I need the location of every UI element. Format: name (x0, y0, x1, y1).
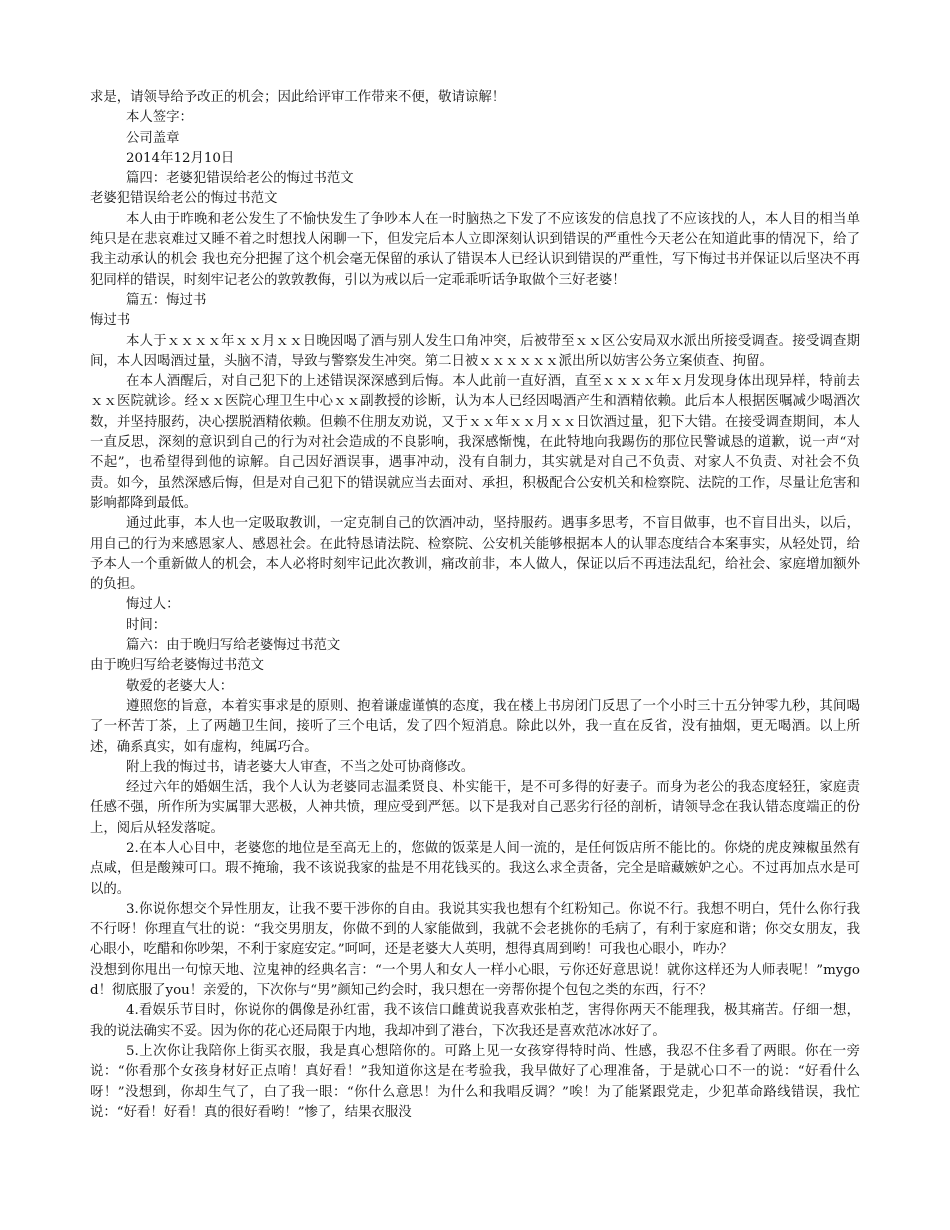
text-paragraph: 悔过人： (126, 597, 180, 613)
text-paragraph: 老婆犯错误给老公的悔过书范文 (90, 191, 278, 207)
text-paragraph: 篇五：悔过书 (126, 292, 207, 308)
text-paragraph: 3.你说你想交个异性朋友，让我不要干涉你的自由。我说其实我也想有个红粉知己。你说不行。我想不明白，凭什么你行我不行呀！你理直气壮的说：“我交男朋友，你做不到的人家能做到，我就不会老挑你的毛病了，有利于家庭和谐；你交女朋友，我心眼小，吃醋和你吵架，不利于家庭安定。”呵呵，还是老婆大人英明，想得真周到哟！可我也心眼小，咋办？ (90, 901, 860, 958)
text-paragraph: 4.看娱乐节目时，你说你的偶像是孙红雷，我不该信口雌黄说我喜欢张柏芝，害得你两天不能理我，极其痛苦。仔细一想，我的说法确实不妥。因为你的花心还局限于内地，我却冲到了港台，下次我还是喜欢范冰冰好了。 (90, 1003, 860, 1039)
text-paragraph: 本人由于昨晚和老公发生了不愉快发生了争吵本人在一时脑热之下发了不应该发的信息找了不应该找的人，本人目的相当单纯只是在悲哀难过又睡不着之时想找人闲聊一下，但发完后本人立即深刻认识到错误的严重性今天老公在知道此事的情况下，给了我主动承认的机会 我也充分把握了这个机会毫无保留的承认了错误本人已经认识到错误的严重性，写下悔过书并保证以后坚决不再犯同样的错误，时刻牢记老公的敦敦教侮，引以为戒以后一定乖乖听话争取做个三好老婆！ (90, 211, 860, 288)
text-paragraph: 公司盖章 (126, 130, 180, 146)
text-paragraph: 附上我的悔过书，请老婆大人审查，不当之处可协商修改。 (126, 759, 475, 775)
text-paragraph: 篇六：由于晚归写给老婆悔过书范文 (126, 638, 341, 654)
text-paragraph: 通过此事，本人也一定吸取教训，一定克制自己的饮酒冲动，坚持服药。遇事多思考，不盲目做事，也不盲目出头，以后，用自己的行为来感恩家人、感恩社会。在此特恳请法院、检察院、公安机关能够根据本人的认罪态度结合本案事实，从轻处罚，给予本人一个重新做人的机会，本人必将时刻牢记此次教训，痛改前非，本人做人，保证以后不再违法乱纪，给社会、家庭增加额外的负担。 (90, 516, 860, 593)
text-paragraph: 求是，请领导给予改正的机会；因此给评审工作带来不便，敬请谅解！ (90, 90, 506, 105)
text-paragraph: 在本人酒醒后，对自己犯下的上述错误深深感到后悔。本人此前一直好酒，直至ｘｘｘｘ年ｘ月发现身体出现异样，特前去ｘｘ医院就诊。经ｘｘ医院心理卫生中心ｘｘ副教授的诊断，认为本人已经因喝酒产生和酒精依赖。此后本人根据医嘱减少喝酒次数，并坚持服药，决心摆脱酒精依赖。但赖不住朋友劝说，又于ｘｘ年ｘｘ月ｘｘ日饮酒过量，犯下大错。在接受调查期间，本人一直反思，深刻的意识到自己的行为对社会造成的不良影响，我深感惭愧，在此特地向我踢伤的那位民警诚恳的道歉，说一声“对不起”，也希望得到他的谅解。自己因好酒误事，遇事冲动，没有自制力，其实就是对自己不负责、对家人不负责、对社会不负责。如今，虽然深感后悔，但是对自己犯下的错误就应当去面对、承担，积极配合公安机关和检察院、法院的工作，尽量让危害和影响都降到最低。 (90, 374, 860, 511)
text-paragraph: 由于晚归写给老婆悔过书范文 (90, 658, 265, 674)
text-paragraph: 时间： (126, 617, 167, 633)
text-paragraph: 敬爱的老婆大人： (126, 678, 234, 694)
text-paragraph: 悔过书 (90, 313, 131, 329)
text-paragraph: 2014年12月10日 (126, 150, 235, 166)
text-paragraph: 没想到你甩出一句惊天地、泣鬼神的经典名言：“一个男人和女人一样小心眼，亏你还好意思说！就你这样还为人师表呢！”mygod！彻底服了you！亲爱的，下次你与“男”颜知己约会时，我只想在一旁帮你提个包包之类的东西，行不？ (90, 962, 860, 999)
text-paragraph: 经过六年的婚姻生活，我个人认为老婆同志温柔贤良、朴实能干，是不可多得的好妻子。而身为老公的我态度轻狂，家庭责任感不强，所作所为实属罪大恶极，人神共愤，理应受到严惩。以下是我对自己恶劣行径的剖析，请领导念在我认错态度端正的份上，阅后从轻发落啶。 (90, 780, 860, 836)
text-paragraph: 5.上次你让我陪你上街买衣服，我是真心想陪你的。可路上见一女孩穿得特时尚、性感，我忍不住多看了两眼。你在一旁说：“你看那个女孩身材好正点唷！真好看！”我知道你这是在考验我，我早做好了心理准备，于是就心口不一的说：“好看什么呀！”没想到，你却生气了，白了我一眼：“你什么意思！为什么和我唱反调？”唉！为了能紧跟党走，少犯革命路线错误，我忙说：“好看！好看！真的很好看哟！”惨了，结果衣服没 (90, 1043, 860, 1120)
text-paragraph: 篇四：老婆犯错误给老公的悔过书范文 (126, 171, 354, 187)
text-paragraph: 本人于ｘｘｘｘ年ｘｘ月ｘｘ日晚因喝了酒与别人发生口角冲突，后被带至ｘｘ区公安局双水派出所接受调查。接受调查期间，本人因喝酒过量，头脑不清，导致与警察发生冲突。第二日被ｘｘｘｘｘｘ派出所以妨害公务立案侦查、拘留。 (90, 333, 860, 369)
text-paragraph: 遵照您的旨意，本着实事求是的原则、抱着谦虚谨慎的态度，我在楼上书房闭门反思了一个小时三十五分钟零九秒，其间喝了一杯苦丁茶，上了两趟卫生间，接听了三个电话，发了四个短消息。除此以外，我一直在反省，没有抽烟，更无喝酒。以上所述，确系真实，如有虚构，纯属巧合。 (90, 698, 860, 755)
text-paragraph: 本人签字： (126, 110, 193, 126)
text-paragraph: 2.在本人心目中，老婆您的地位是至高无上的，您做的饭菜是人间一流的，是任何饭店所不能比的。你烧的虎皮辣椒虽然有点咸，但是酸辣可口。瑕不掩瑜，我不该说我家的盐是不用花钱买的。我这么求全责备，完全是暗藏嫉妒之心。不过再加点水是可以的。 (90, 840, 860, 897)
